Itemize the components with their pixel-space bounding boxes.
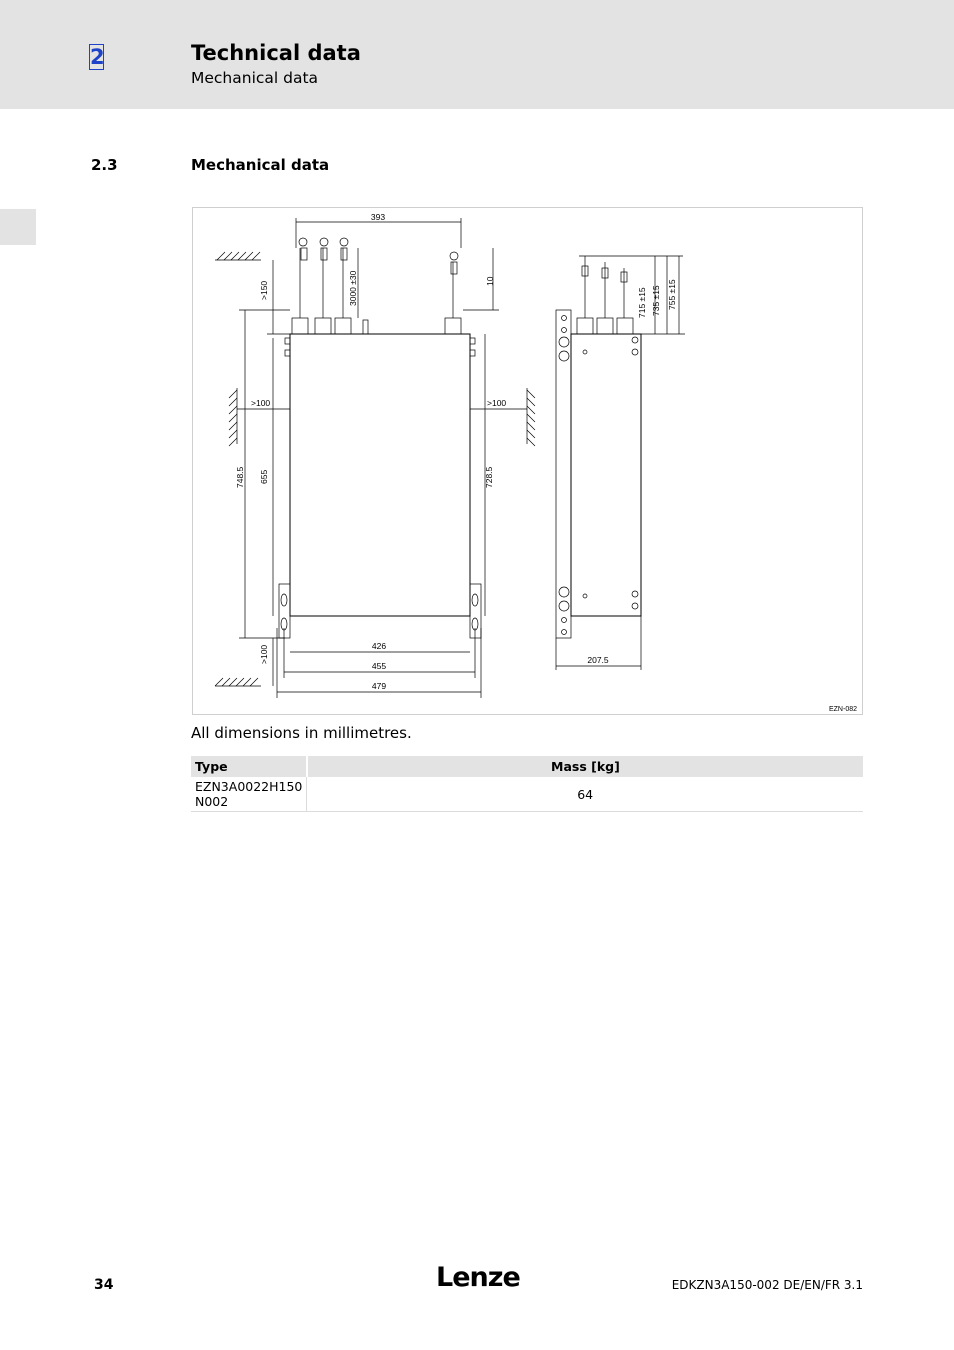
dim-top-clearance: >150 [259,280,269,300]
dim-overall-width: 479 [371,681,387,691]
dim-depth: 207.5 [587,655,609,665]
page-number: 34 [94,1277,114,1293]
dim-inner-width: 426 [371,641,387,651]
dim-body-height: 728.5 [484,466,494,488]
dim-hole-spacing: 655 [259,469,269,484]
dim-cable-2: 735 ±15 [651,285,661,316]
page-header [0,0,954,109]
dim-cable-1: 715 ±15 [637,287,647,318]
section-title: Mechanical data [191,156,330,174]
dim-hole-width: 455 [371,661,387,671]
dim-overall-height: 748.5 [235,466,245,488]
header-type: Type [191,756,307,777]
drawing-svg [193,208,864,716]
dim-right-clearance: >100 [487,398,507,408]
dim-bottom-clearance: >100 [259,644,269,664]
chapter-subtitle: Mechanical data [191,69,319,87]
dim-gland-offset: 10 [485,276,495,286]
dim-left-clearance: >100 [251,398,271,408]
chapter-number-link[interactable]: 2 [90,45,105,69]
side-thumb-tab [0,209,36,245]
dim-cable-length: 3000 ±30 [348,270,358,306]
drawing-ref: EZN-082 [828,706,857,713]
dim-top-width: 393 [370,212,386,222]
document-reference: EDKZN3A150-002 DE/EN/FR 3.1 [671,1278,863,1292]
table-header-row [191,756,863,777]
section-number: 2.3 [91,156,118,174]
table-row [191,777,863,812]
chapter-title: Technical data [191,41,361,65]
lenze-logo: Lenze [436,1262,520,1293]
cell-mass: 64 [307,777,863,812]
dim-cable-3: 755 ±15 [667,279,677,310]
cell-type: EZN3A0022H150 N002 [191,777,307,812]
header-mass: Mass [kg] [307,756,863,777]
dimension-drawing [192,207,863,715]
dimensions-note: All dimensions in millimetres. [191,724,412,742]
mass-table [191,756,863,812]
